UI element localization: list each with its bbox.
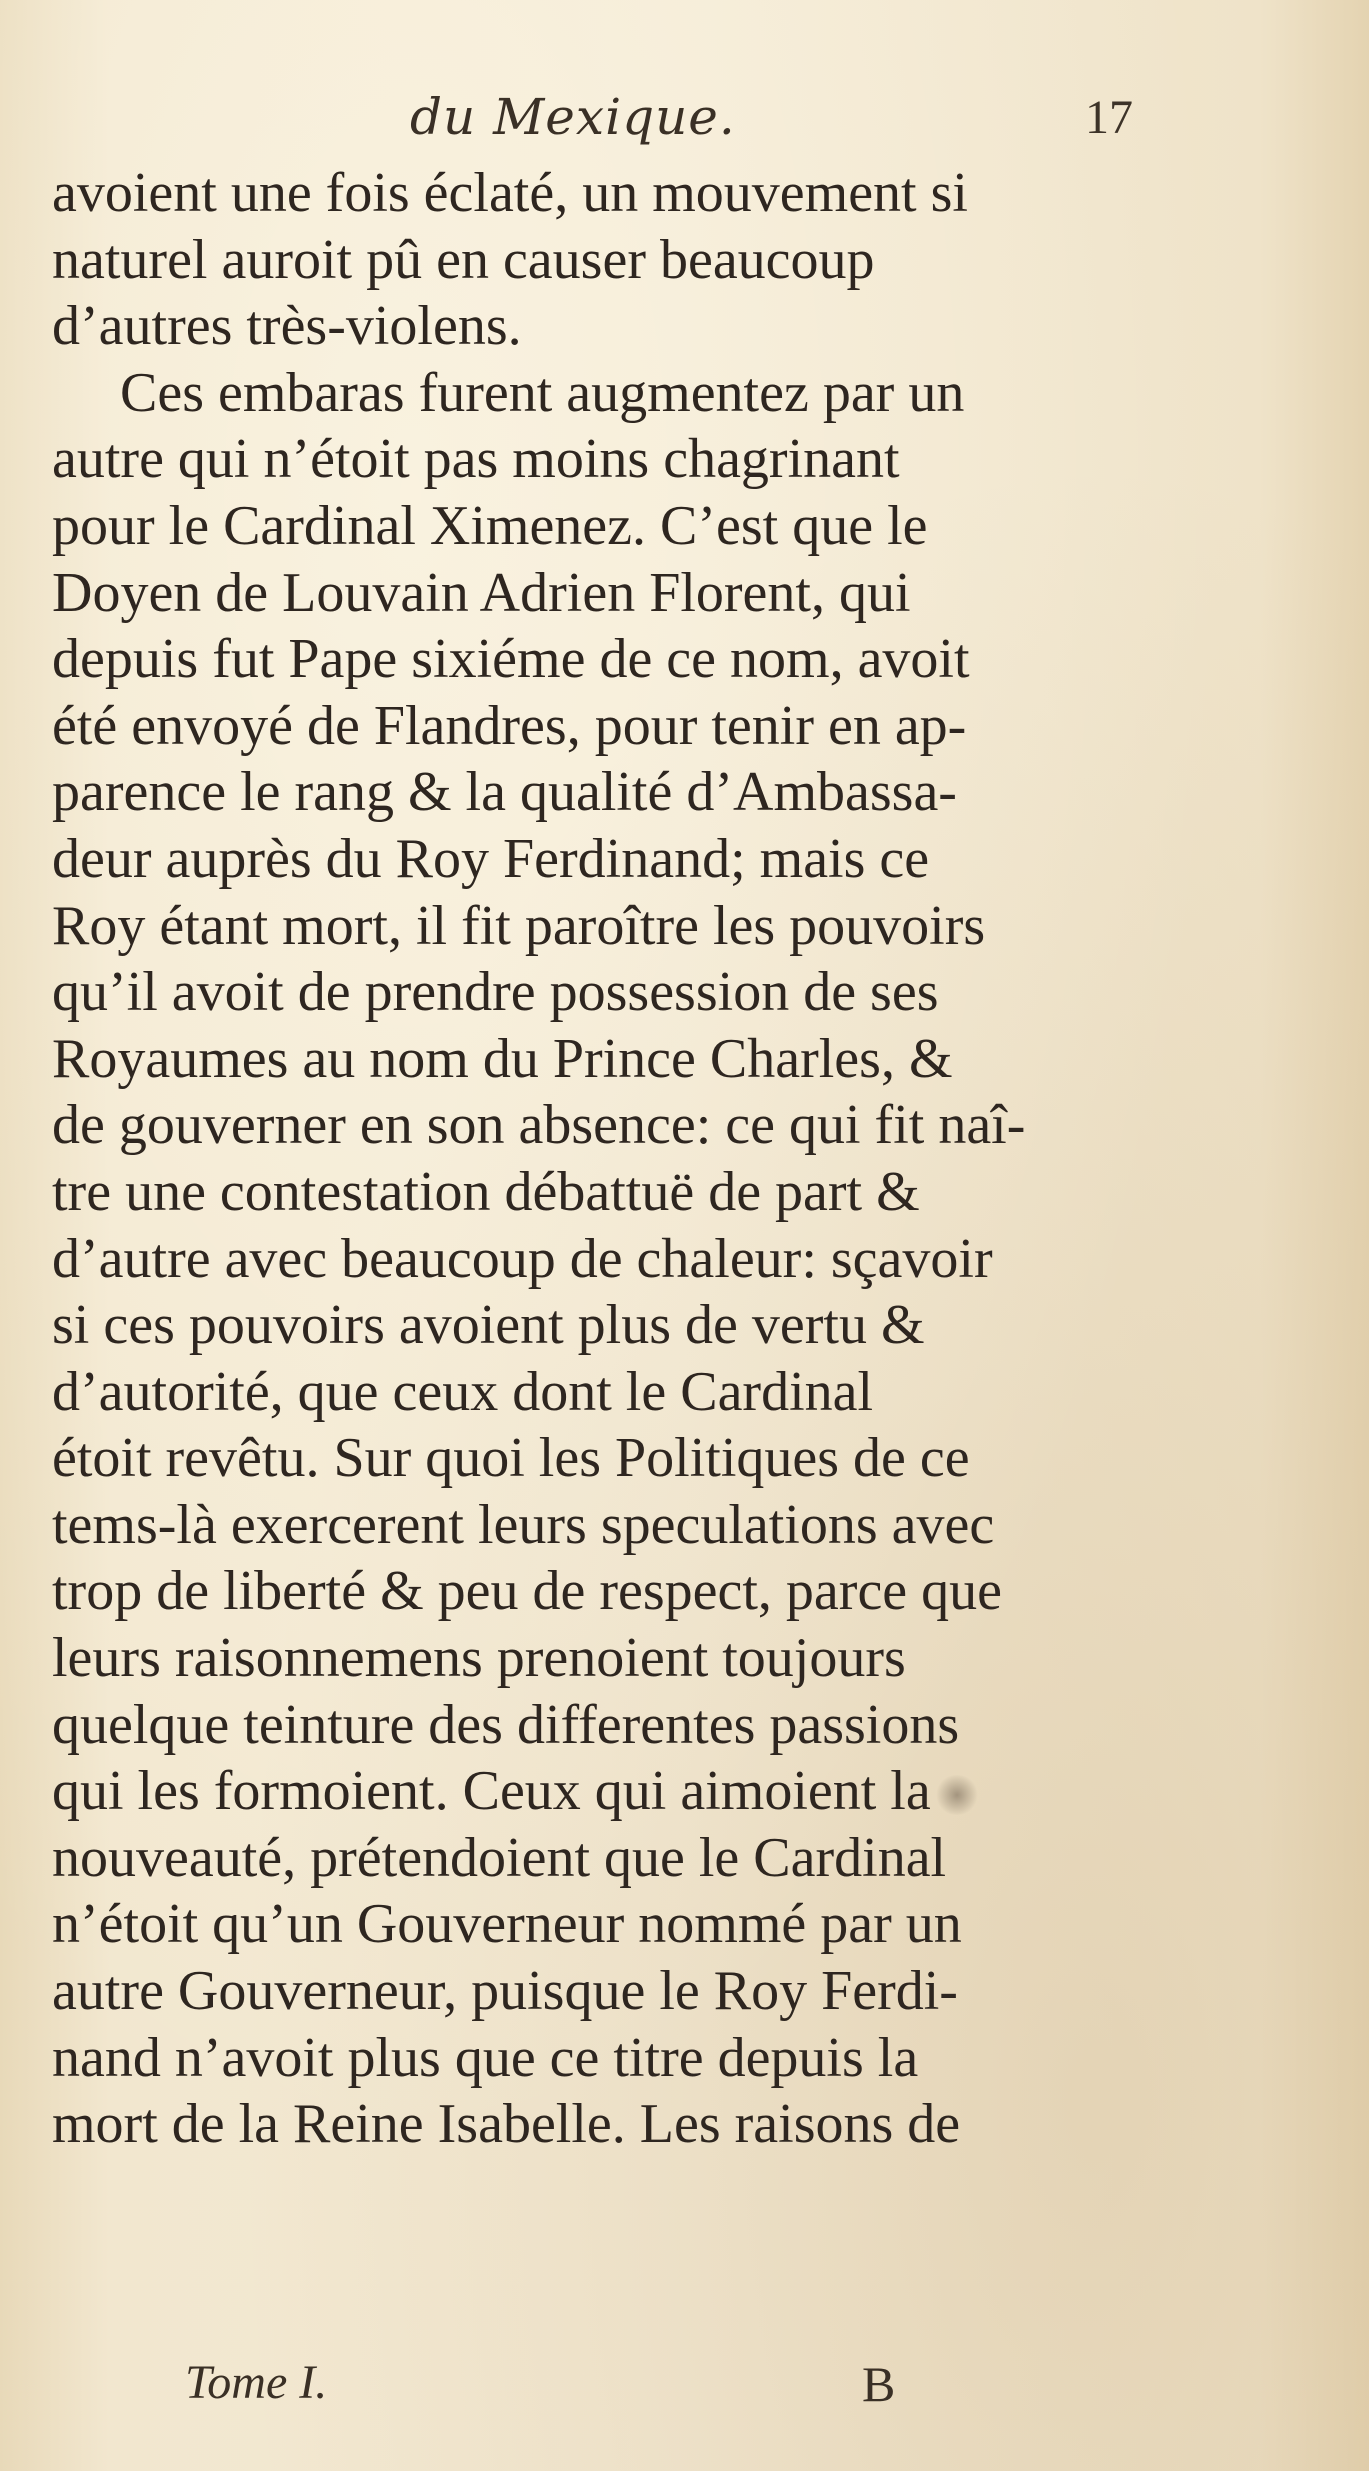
text-line: d’autres très-violens. (52, 295, 522, 358)
page-footer (0, 2355, 1369, 2425)
text-line: été envoyé de Flandres, pour tenir en ap- (52, 694, 967, 757)
text-line: si ces pouvoirs avoient plus de vertu & (52, 1294, 925, 1357)
text-line: de gouverner en son absence: ce qui fit naî- (52, 1094, 1026, 1157)
text-line: d’autre avec beaucoup de chaleur: sçavoir (52, 1227, 993, 1290)
text-line: étoit revêtu. Sur quoi les Politiques de ce (52, 1427, 970, 1490)
text-line: qu’il avoit de prendre possession de ses (52, 961, 939, 1024)
text-line: trop de liberté & peu de respect, parce que (52, 1560, 1003, 1623)
ink-smudge (935, 1775, 979, 1815)
paragraph-start-line: Ces embaras furent augmentez par un (120, 361, 965, 424)
text-line: leurs raisonnemens prenoient toujours (52, 1627, 906, 1690)
text-line: deur auprès du Roy Ferdinand; mais ce (52, 827, 930, 890)
page-number: 17 (1085, 91, 1133, 144)
text-line: nand n’avoit plus que ce titre depuis la (52, 2026, 919, 2089)
text-line: tems-là exercerent leurs speculations avec (52, 1493, 995, 1556)
text-line: nouveauté, prétendoient que le Cardinal (52, 1826, 947, 1889)
text-line: d’autorité, que ceux dont le Cardinal (52, 1360, 874, 1423)
text-line: Doyen de Louvain Adrien Florent, qui (52, 561, 911, 624)
text-line: Roy étant mort, il fit paroître les pouvoirs (52, 894, 986, 957)
text-line: pour le Cardinal Ximenez. C’est que le (52, 494, 928, 557)
text-line: avoient une fois éclaté, un mouvement si (52, 162, 968, 224)
text-line: tre une contestation débattuë de part & (52, 1160, 920, 1223)
body-text (52, 160, 1172, 2158)
text-line: Royaumes au nom du Prince Charles, & (52, 1027, 953, 1090)
text-line: qui les formoient. Ceux qui aimoient la (52, 1760, 931, 1823)
text-line: autre Gouverneur, puisque le Roy Ferdi- (52, 1960, 958, 2023)
page-header (0, 88, 1369, 158)
running-head: du Mexique. (410, 88, 736, 146)
text-line: naturel auroit pû en causer beaucoup (52, 228, 875, 291)
text-line: mort de la Reine Isabelle. Les raisons de (52, 2093, 961, 2156)
text-line: n’étoit qu’un Gouverneur nommé par un (52, 1893, 962, 1956)
gathering-signature: B (862, 2356, 896, 2412)
text-line: depuis fut Pape sixiéme de ce nom, avoit (52, 628, 970, 691)
text-line: parence le rang & la qualité d’Ambassa- (52, 761, 957, 824)
text-line: quelque teinture des differentes passions (52, 1693, 960, 1756)
volume-signature: Tome I. (185, 2356, 328, 2409)
text-line: autre qui n’étoit pas moins chagrinant (52, 428, 900, 491)
